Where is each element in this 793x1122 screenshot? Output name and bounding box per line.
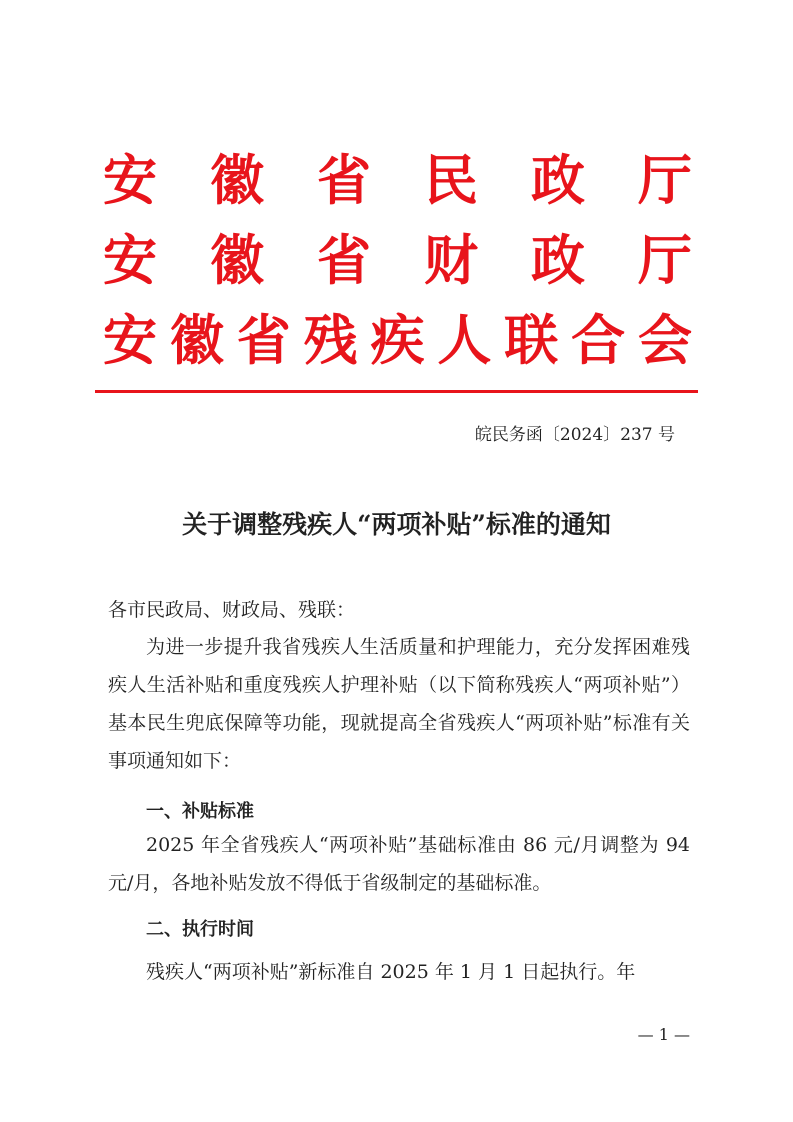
issuer-char: 厅 xyxy=(638,228,692,292)
issuer-char: 安 xyxy=(103,148,157,212)
issuer-char: 省 xyxy=(317,228,371,292)
paragraph-effective-time: 残疾人“两项补贴”新标准自 2025 年 1 月 1 日起执行。年 xyxy=(146,961,636,983)
issuer-char: 省 xyxy=(317,148,371,212)
issuer-line-finance xyxy=(100,225,695,295)
document-number: 皖民务函〔2024〕237 号 xyxy=(474,425,675,445)
issuer-char: 合 xyxy=(571,308,626,372)
issuer-char: 徽 xyxy=(210,228,264,292)
issuer-char: 民 xyxy=(424,148,478,212)
issuer-char: 疾 xyxy=(370,308,425,372)
issuer-char: 徽 xyxy=(210,148,264,212)
issuer-char: 安 xyxy=(103,228,157,292)
issuer-char: 人 xyxy=(437,308,492,372)
section-heading-subsidy-standard: 一、补贴标准 xyxy=(146,801,254,822)
issuer-char: 厅 xyxy=(638,148,692,212)
issuer-char: 会 xyxy=(638,308,692,372)
issuer-char: 徽 xyxy=(169,308,224,372)
issuer-line-civil-affairs xyxy=(100,145,695,215)
document-title: 关于调整残疾人“两项补贴”标准的通知 xyxy=(182,510,611,539)
addressee: 各市民政局、财政局、残联： xyxy=(108,599,356,621)
issuer-char: 政 xyxy=(531,148,585,212)
page-number: — 1 — xyxy=(637,1025,690,1044)
red-separator-rule xyxy=(95,390,698,393)
issuer-char: 安 xyxy=(103,308,157,372)
issuer-char: 政 xyxy=(531,228,585,292)
issuer-char: 残 xyxy=(303,308,358,372)
paragraph-subsidy-standard: 2025 年全省残疾人“两项补贴”基础标准由 86 元/月调整为 94 元/月，各地补贴发放不得低于省级制定的基础标准。 xyxy=(108,834,690,894)
section-heading-effective-time: 二、执行时间 xyxy=(146,919,254,940)
issuer-line-disabled-federation xyxy=(100,305,695,375)
issuer-char: 财 xyxy=(424,228,478,292)
issuer-char: 省 xyxy=(236,308,291,372)
issuer-char: 联 xyxy=(504,308,559,372)
paragraph-intro: 为进一步提升我省残疾人生活质量和护理能力，充分发挥困难残疾人生活补贴和重度残疾人护理补贴（以下简称残疾人“两项补贴”）基本民生兜底保障等功能，现就提高全省残疾人“两项补贴”标准有关事项通知如下： xyxy=(108,636,690,772)
